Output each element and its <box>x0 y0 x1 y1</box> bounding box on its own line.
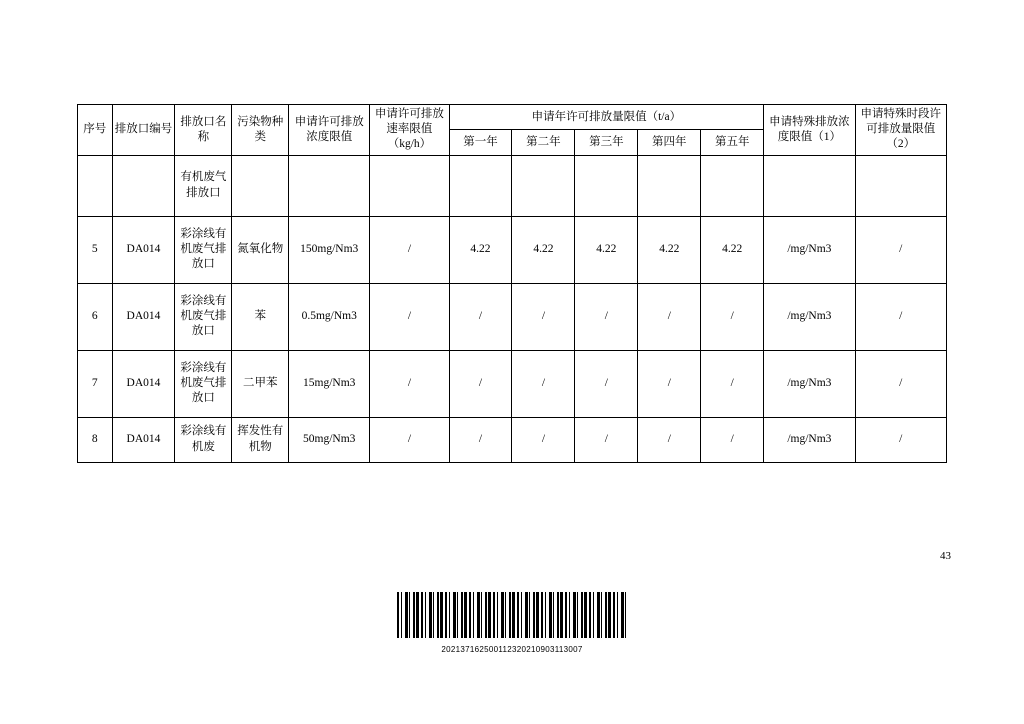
cell-special-concentration: /mg/Nm3 <box>764 283 855 350</box>
cell-special-period: / <box>855 417 946 462</box>
cell-special-concentration: /mg/Nm3 <box>764 417 855 462</box>
cell-outlet-code: DA014 <box>112 216 175 283</box>
cell-year-1: 4.22 <box>449 216 512 283</box>
cell-year-5: / <box>701 350 764 417</box>
table-row <box>78 155 947 216</box>
cell-rate: / <box>370 216 449 283</box>
header-row-top <box>78 105 947 130</box>
cell-pollutant <box>232 417 289 462</box>
cell-year-3: 4.22 <box>575 216 638 283</box>
cell-seq <box>78 155 113 216</box>
cell-year-3 <box>575 155 638 216</box>
cell-year-4: / <box>638 417 701 462</box>
cell-year-1: / <box>449 350 512 417</box>
cell-concentration: 50mg/Nm3 <box>289 417 370 462</box>
cell-outlet-name-text: 彩涂线有机废 <box>180 425 227 453</box>
cell-special-concentration: /mg/Nm3 <box>764 350 855 417</box>
cell-year-1: / <box>449 417 512 462</box>
cell-special-period: / <box>855 350 946 417</box>
cell-year-4: 4.22 <box>638 216 701 283</box>
cell-rate: / <box>370 350 449 417</box>
header-outlet-name: 排放口名称 <box>175 105 232 156</box>
cell-special-concentration <box>764 155 855 216</box>
cell-seq: 5 <box>78 216 113 283</box>
cell-special-period: / <box>855 283 946 350</box>
cell-year-3: / <box>575 417 638 462</box>
cell-outlet-code: DA014 <box>112 283 175 350</box>
cell-year-2: / <box>512 350 575 417</box>
header-year-4: 第四年 <box>638 130 701 155</box>
header-outlet-code: 排放口编号 <box>112 105 175 156</box>
cell-outlet-name <box>175 417 232 462</box>
cell-year-4: / <box>638 283 701 350</box>
cell-outlet-code <box>112 155 175 216</box>
cell-year-1 <box>449 155 512 216</box>
cell-year-2 <box>512 155 575 216</box>
cell-outlet-name <box>175 350 232 417</box>
cell-year-3: / <box>575 283 638 350</box>
cell-pollutant: 苯 <box>232 283 289 350</box>
cell-seq: 7 <box>78 350 113 417</box>
table-row <box>78 417 947 462</box>
cell-rate: / <box>370 283 449 350</box>
cell-outlet-name-text: 有机废气排放口 <box>180 171 227 199</box>
cell-special-period <box>855 155 946 216</box>
cell-outlet-code: DA014 <box>112 417 175 462</box>
cell-rate <box>370 155 449 216</box>
cell-year-5 <box>701 155 764 216</box>
header-annual-group: 申请年许可排放量限值（t/a） <box>449 105 764 130</box>
barcode-container <box>0 592 1024 654</box>
cell-year-4 <box>638 155 701 216</box>
cell-concentration: 150mg/Nm3 <box>289 216 370 283</box>
cell-pollutant-text: 氮氧化物 <box>237 242 284 255</box>
cell-special-concentration: /mg/Nm3 <box>764 216 855 283</box>
cell-seq: 8 <box>78 417 113 462</box>
barcode-number: 202137162500112320210903113007 <box>441 645 583 654</box>
table-row <box>78 216 947 283</box>
cell-pollutant-text: 挥发性有机物 <box>237 425 284 453</box>
header-special-period: 申请特殊时段许可排放量限值（2） <box>855 105 946 156</box>
cell-concentration: 15mg/Nm3 <box>289 350 370 417</box>
cell-outlet-name <box>175 216 232 283</box>
cell-year-2: / <box>512 283 575 350</box>
cell-seq: 6 <box>78 283 113 350</box>
header-special-concentration: 申请特殊排放浓度限值（1） <box>764 105 855 156</box>
cell-special-period: / <box>855 216 946 283</box>
permit-emission-table <box>77 104 947 463</box>
permit-table-container <box>77 104 947 463</box>
cell-pollutant: 二甲苯 <box>232 350 289 417</box>
cell-outlet-name-text: 彩涂线有机废气排放口 <box>180 361 227 405</box>
barcode-image <box>397 592 627 638</box>
header-year-3: 第三年 <box>575 130 638 155</box>
table-row <box>78 283 947 350</box>
cell-year-1: / <box>449 283 512 350</box>
cell-outlet-name <box>175 283 232 350</box>
table-row <box>78 350 947 417</box>
header-pollutant: 污染物种类 <box>232 105 289 156</box>
cell-outlet-code: DA014 <box>112 350 175 417</box>
table-body <box>78 155 947 462</box>
cell-rate: / <box>370 417 449 462</box>
cell-year-5: / <box>701 283 764 350</box>
header-rate-limit: 申请许可排放速率限值（kg/h） <box>370 105 449 156</box>
cell-year-4: / <box>638 350 701 417</box>
cell-year-2: 4.22 <box>512 216 575 283</box>
header-seq: 序号 <box>78 105 113 156</box>
header-concentration-limit: 申请许可排放浓度限值 <box>289 105 370 156</box>
cell-year-3: / <box>575 350 638 417</box>
cell-outlet-name-text: 彩涂线有机废气排放口 <box>180 227 227 271</box>
cell-year-5: / <box>701 417 764 462</box>
cell-concentration: 0.5mg/Nm3 <box>289 283 370 350</box>
header-year-2: 第二年 <box>512 130 575 155</box>
table-header <box>78 105 947 156</box>
header-year-5: 第五年 <box>701 130 764 155</box>
cell-outlet-name <box>175 155 232 216</box>
cell-pollutant <box>232 216 289 283</box>
cell-concentration <box>289 155 370 216</box>
cell-outlet-name-text: 彩涂线有机废气排放口 <box>180 294 227 338</box>
cell-year-5: 4.22 <box>701 216 764 283</box>
cell-pollutant <box>232 155 289 216</box>
page-number: 43 <box>940 550 951 562</box>
header-year-1: 第一年 <box>449 130 512 155</box>
cell-year-2: / <box>512 417 575 462</box>
